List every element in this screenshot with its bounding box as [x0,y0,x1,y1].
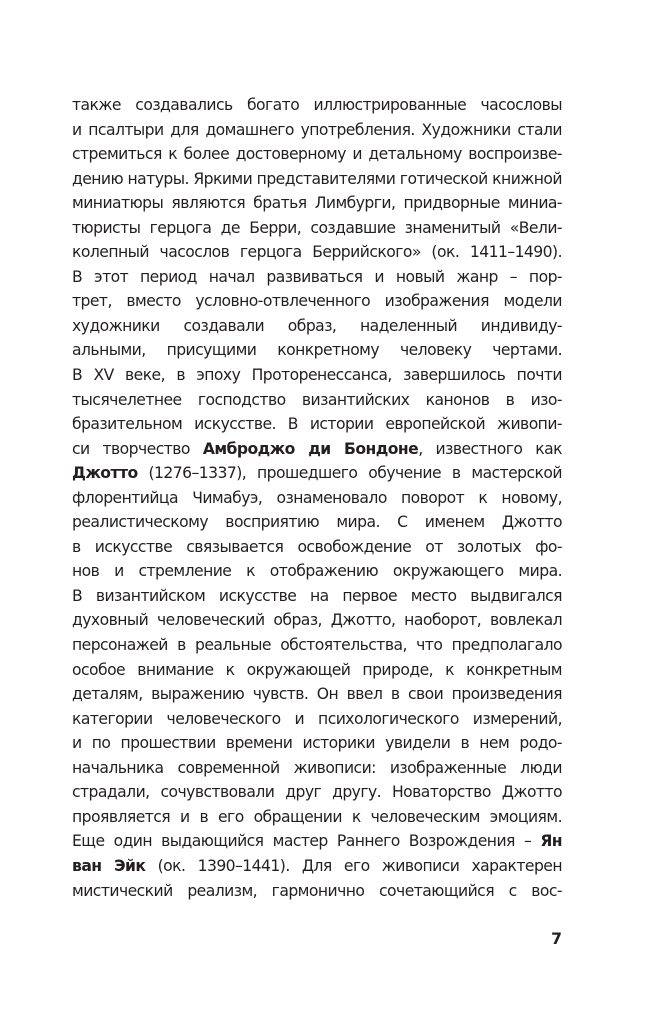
text-line: реалистическому восприятию мира. С именем Джотто [72,513,562,532]
text-line: В XV веке, в эпоху Проторенессанса, завершилось почти [72,366,562,385]
text-line: страдали, сочувствовали друг другу. Новаторство Джотто [72,783,562,802]
artist-name-bold: ван Эйк [72,856,146,875]
text-line: также создавались богато иллюстрированные часословы [72,96,562,114]
text-line: особое внимание к окружающей природе, к конкретным [72,660,562,679]
text-line [72,461,562,486]
artist-name-bold: Ян [540,832,562,851]
body-text [72,93,562,903]
text-line: стремиться к более достоверному и детальному воспроизве- [72,145,562,164]
text-line: начальника современной живописи: изображенные люди [72,758,562,777]
text-line [72,854,562,879]
text-line: тысячелетнее господство византийских канонов в изо- [72,390,562,409]
artist-name-bold: Джотто [72,464,138,483]
text-line: В этот период начал развиваться и новый жанр – пор- [72,267,562,286]
text-line: и по прошествии времени историки увидели в нем родо- [72,734,562,753]
text-line: деталям, выражению чувств. Он ввел в свои произведения [72,685,562,704]
text-line: художники создавали образ, наделенный индивиду- [72,316,562,335]
text-line: и псалтыри для домашнего употребления. Художники стали [72,120,562,139]
text-fragment: Еще один выдающийся мастер Раннего Возрождения – [72,832,541,851]
text-line: миниатюры являются братья Лимбурги, придворные миниа- [72,194,562,213]
text-line: категории человеческого и психологического измерений, [72,709,562,728]
text-line: тюристы герцога де Берри, создавшие знаменитый «Вели- [72,218,562,237]
artist-name-bold: Амброджо ди Бондоне [202,439,419,458]
text-line [72,437,562,462]
text-fragment: , известного как [418,439,562,458]
text-line: В византийском искусстве на первое место выдвигался [72,586,562,605]
text-line: проявляется и в его обращении к человеческим эмоциям. [72,807,562,826]
page-number: 7 [551,930,562,948]
text-line: дению натуры. Яркими представителями готической книжной [72,169,562,188]
text-line: персонажей в реальные обстоятельства, что предполагало [72,636,562,655]
text-line: альными, присущими конкретному человеку чертами. [72,341,562,360]
text-fragment: си творчество [72,439,203,458]
text-line [72,829,562,854]
text-line: духовный человеческий образ, Джотто, наоборот, вовлекал [72,611,562,630]
text-line: бразительном искусстве. В истории европейской живопи- [72,415,562,434]
text-line: мистический реализм, гармонично сочетающийся с вос- [72,881,562,900]
text-line: флорентийца Чимабуэ, ознаменовало поворот к новому, [72,488,562,507]
text-line: трет, вместо условно-отвлеченного изображения модели [72,292,562,311]
text-line: в искусстве связывается освобождение от золотых фо- [72,537,562,556]
text-line: нов и стремление к отображению окружающего мира. [72,562,562,581]
text-fragment: (ок. 1390–1441). Для его живописи характерен [145,856,562,875]
text-line: колепный часослов герцога Беррийского» (ок. 1411–1490). [72,243,562,262]
text-fragment: (1276–1337), прошедшего обучение в мастерской [137,464,562,483]
